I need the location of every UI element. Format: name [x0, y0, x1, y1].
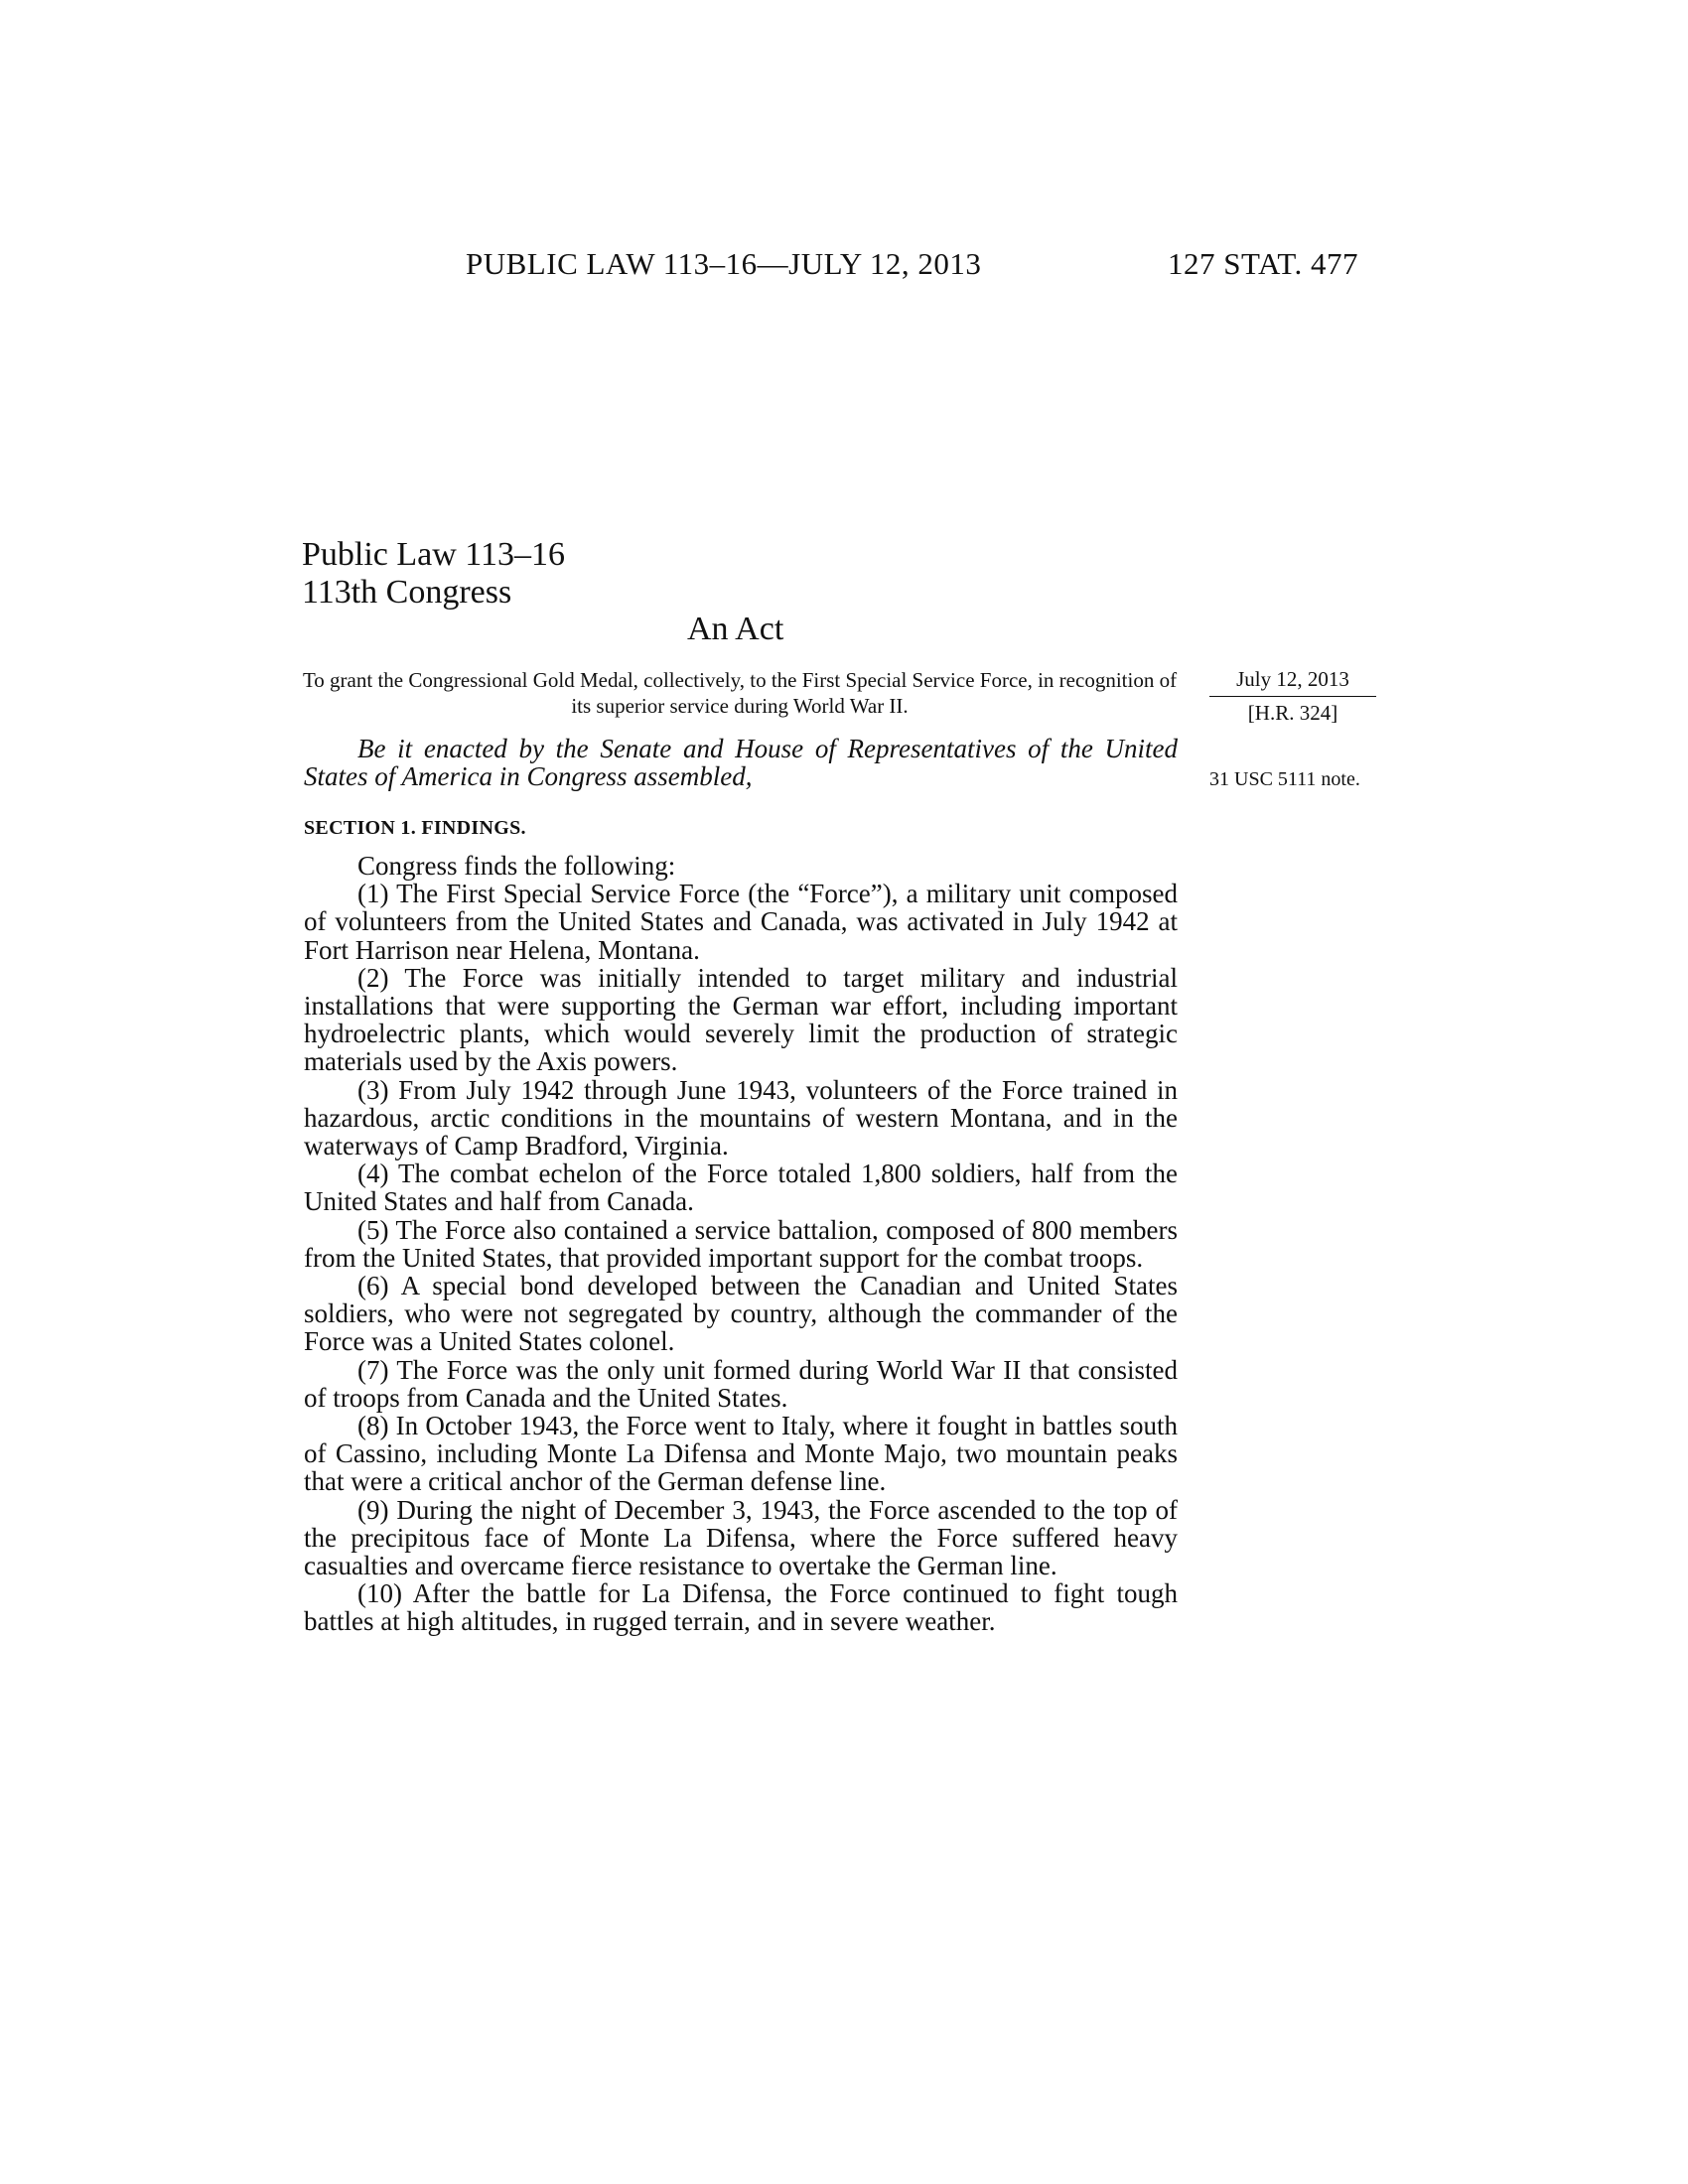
finding-paragraph: (3) From July 1942 through June 1943, volunteers of the Force trained in hazardous, arctic conditions in the mountains of western Montana, and in the waterways of Camp Bradford, Virginia.: [304, 1074, 1178, 1161]
margin-note-usc-citation: 31 USC 5111 note.: [1209, 768, 1360, 790]
enacting-clause: Be it enacted by the Senate and House of Representatives of the United States of America in Congress assembled,: [304, 734, 1178, 791]
finding-paragraph: (4) The combat echelon of the Force totaled 1,800 soldiers, half from the United States and half from Canada.: [304, 1159, 1178, 1217]
statute-page-number: 127 STAT. 477: [1168, 246, 1359, 281]
finding-paragraph: (7) The Force was the only unit formed during World War II that consisted of troops from Canada and the United States.: [304, 1354, 1178, 1413]
running-head: PUBLIC LAW 113–16—JULY 12, 2013: [466, 246, 982, 281]
act-heading: An Act: [687, 611, 784, 647]
finding-paragraph: (6) A special bond developed between the Canadian and United States soldiers, who were not segregated by country, although the commander of the Force was a United States colonel.: [304, 1271, 1178, 1357]
finding-paragraph: (1) The First Special Service Force (the “Force”), a military unit composed of volunteers from the United States and Canada, was activated in July 1942 at Fort Harrison near Helena, Montana.: [304, 879, 1178, 965]
findings-body: [304, 852, 1178, 1636]
finding-paragraph: (8) In October 1943, the Force went to Italy, where it fought in battles south of Cassino, including Monte La Difensa and Monte Majo, two mountain peaks that were a critical anchor of the German defense line.: [304, 1411, 1178, 1497]
section-heading: SECTION 1. FINDINGS.: [304, 817, 526, 839]
findings-intro: Congress finds the following:: [357, 851, 676, 881]
public-law-number: Public Law 113–16: [302, 536, 566, 573]
act-purpose: To grant the Congressional Gold Medal, collectively, to the First Special Service Force, in recognition of its superior service during World War II.: [302, 668, 1178, 718]
finding-paragraph: (9) During the night of December 3, 1943, the Force ascended to the top of the precipitous face of Monte La Difensa, where the Force suffered heavy casualties and overcame fierce resistance to overtake the German line.: [304, 1494, 1178, 1581]
finding-paragraph: (5) The Force also contained a service battalion, composed of 800 members from the United States, that provided important support for the combat troops.: [304, 1214, 1178, 1273]
congress-number: 113th Congress: [302, 574, 512, 611]
margin-note-date: July 12, 2013: [1209, 666, 1376, 697]
margin-note-bill-number: [H.R. 324]: [1247, 701, 1338, 725]
finding-paragraph: (10) After the battle for La Difensa, the Force continued to fight tough battles at high altitudes, in rugged terrain, and in severe weather.: [304, 1578, 1178, 1637]
finding-paragraph: (2) The Force was initially intended to target military and industrial installations that were supporting the German war effort, including important hydroelectric plants, which would severely limit the production of strategic materials used by the Axis powers.: [304, 962, 1178, 1077]
